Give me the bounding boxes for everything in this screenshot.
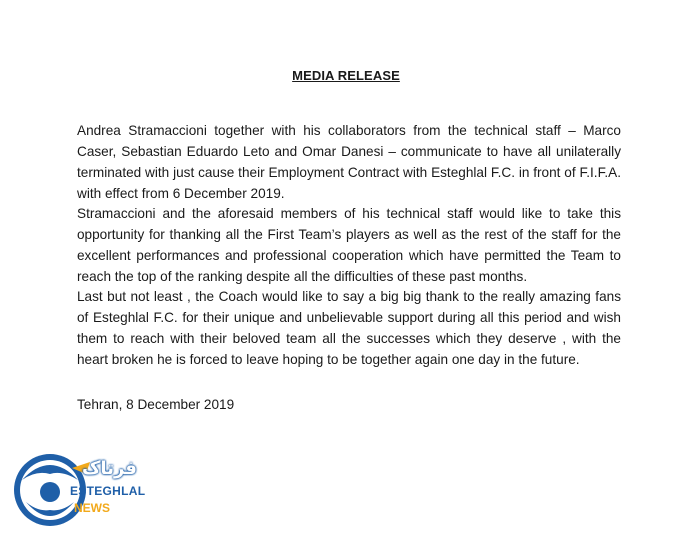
logo-news-text: NEWS: [74, 501, 110, 515]
logo-persian-text: فرتاک: [82, 458, 137, 478]
paragraph-3: Last but not least , the Coach would like to say a big big thank to the really amazing fans of Esteghlal F.C. for their unique and unbelievable support during all this period and wish them to reach with their beloved team all the successes which they deserve , with the heart broken he is forced to leave hoping to be together again one day in the future.: [77, 289, 621, 367]
document-title: MEDIA RELEASE: [292, 68, 400, 83]
paragraph-2: Stramaccioni and the aforesaid members of his technical staff would like to take this opportunity for thanking all the First Team’s players as well as the rest of the staff for the excellent performances and professional cooperation which have permitted the Team to reach the top of the ranking despite all the difficulties of these past months.: [77, 206, 621, 284]
logo-esteghlal-text: ESTEGHLAL: [70, 484, 146, 498]
paragraph-1: Andrea Stramaccioni together with his collaborators from the technical staff – Marco Caser, Sebastian Eduardo Leto and Omar Danesi – communicate to have all unilaterally terminated with just cause their Employment Contract with Esteghlal F.C. in front of F.I.F.A. with effect from 6 December 2019.: [77, 123, 621, 201]
dateline: Tehran, 8 December 2019: [77, 397, 235, 412]
